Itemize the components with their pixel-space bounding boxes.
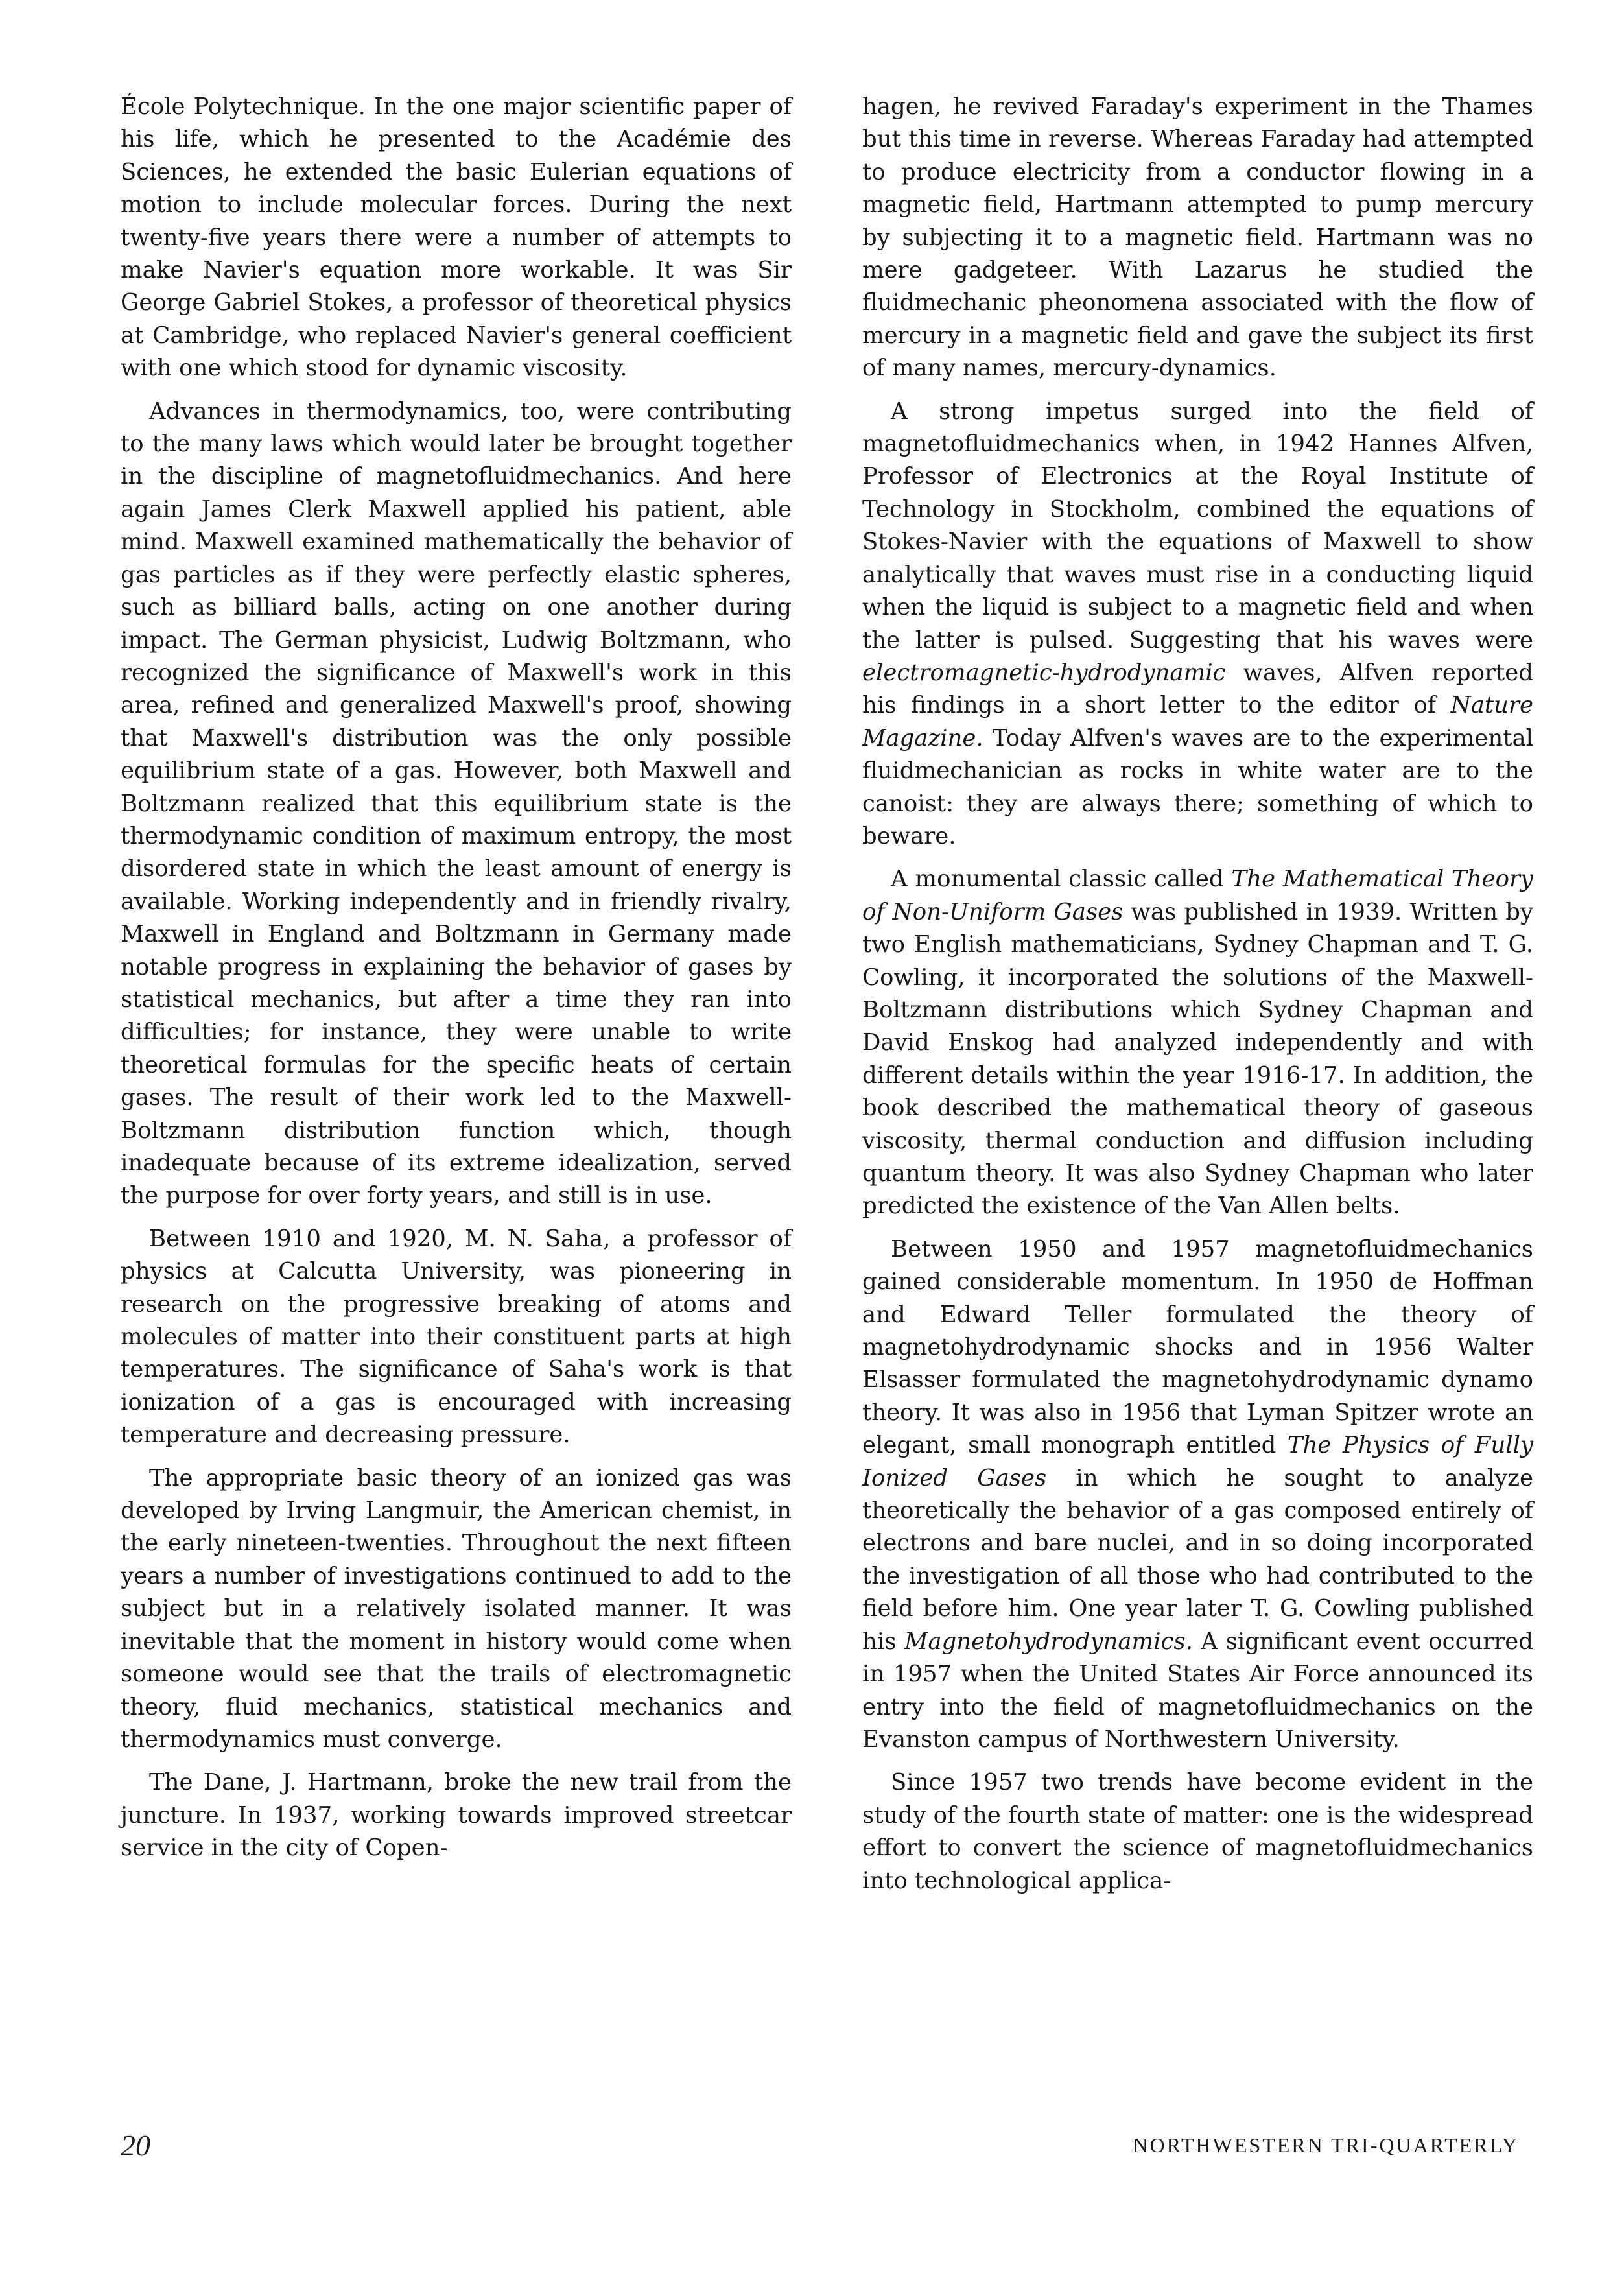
paragraph: The appropriate basic theory of an ionized gas was developed by Irving Langmuir, the American chemist, in the early nineteen-twenties. Throughout the next fifteen years a number of investigations continued to add to the subject but in a relatively isolated manner. It was inevitable that the moment in history would come when someone would see that the trails of electromagnetic theory, fluid mechanics, statistical mechanics and thermodynamics must converge. — [121, 1464, 792, 1753]
italic-term: electromagnetic-hydrodynamic — [862, 659, 1226, 686]
italic-title: Magnetohydrodynamics. — [904, 1628, 1193, 1655]
page-number: 20 — [121, 2129, 150, 2162]
paragraph: hagen, he revived Faraday's experiment in the Thames but this time in reverse. Whereas Faraday had attempted to produce electricity from a conductor flowing in a magnetic field, Hartmann attempted to pump mercury by subjecting it to a magnetic field. Hartmann was no mere gadgeteer. With Lazarus he studied the fluidmechanic pheonomena associated with the flow of mercury in a magnetic field and gave the subject its first of many names, mercury-dynamics. — [862, 93, 1533, 382]
left-column — [121, 91, 792, 1875]
italic-title: Nature Magazine. — [862, 692, 1533, 752]
running-footer-title: NORTHWESTERN TRI-QUARTERLY — [1133, 2133, 1519, 2157]
italic-title: The Physics of Fully Ionized Gases — [862, 1432, 1533, 1491]
paragraph: A monumental classic called The Mathematical Theory of Non-Uniform Gases was published in 1939. Written by two English mathematicians, Sydney Chapman and T. G. Cowling, it incorporated the solutions of the Maxwell-Boltzmann distributions which Sydney Chapman and David Enskog had analyzed independently and with different details within the year 1916-17. In addition, the book described the mathematical theory of gaseous viscosity, thermal conduction and diffusion including quantum theory. It was also Sydney Chapman who later predicted the existence of the Van Allen belts. — [862, 866, 1533, 1220]
paragraph: Advances in thermodynamics, too, were contributing to the many laws which would later be brought together in the discipline of magnetofluidmechanics. And here again James Clerk Maxwell applied his patient, able mind. Maxwell examined mathematically the behavior of gas particles as if they were perfectly elastic spheres, such as billiard balls, acting on one another during impact. The German physicist, Ludwig Boltzmann, who recognized the significance of Maxwell's work in this area, refined and generalized Maxwell's proof, showing that Maxwell's distribution was the only possible equilibrium state of a gas. However, both Maxwell and Boltzmann realized that this equilibrium state is the thermodynamic condition of maximum entropy, the most disordered state in which the least amount of energy is available. Working independently and in friendly rivalry, Maxwell in England and Boltzmann in Germany made notable progress in explaining the behavior of gases by statistical mechanics, but after a time they ran into difficulties; for instance, they were unable to write theoretical formulas for the specific heats of certain gases. The result of their work led to the Maxwell-Boltzmann distribution function which, though inadequate because of its extreme idealization, served the purpose for over forty years, and still is in use. — [121, 398, 792, 1209]
paragraph: Between 1910 and 1920, M. N. Saha, a professor of physics at Calcutta University, was pioneering in research on the progressive breaking of atoms and molecules of matter into their constituent parts at high temperatures. The significance of Saha's work is that ionization of a gas is encouraged with increasing temperature and decreasing pressure. — [121, 1225, 792, 1449]
paragraph: A strong impetus surged into the field of magnetofluidmechanics when, in 1942 Hannes Alfven, Professor of Electronics at the Royal Institute of Technology in Stockholm, combined the equations of Stokes-Navier with the equations of Maxwell to show analytically that waves must rise in a conducting liquid when the liquid is subject to a magnetic field and when the latter is pulsed. Suggesting that his waves were electromagnetic-hydrodynamic waves, Alfven reported his findings in a short letter to the editor of Nature Magazine. Today Alfven's waves are to the experimental fluidmechanician as rocks in white water are to the canoist: they are always there; something of which to beware. — [862, 398, 1533, 849]
italic-title: The Mathematical Theory of Non-Uniform Gases — [862, 866, 1533, 925]
paragraph: École Polytechnique. In the one major scientific paper of his life, which he presented to the Académie des Sciences, he extended the basic Eulerian equations of motion to include molecular forces. During the next twenty-five years there were a number of attempts to make Navier's equation more workable. It was Sir George Gabriel Stokes, a professor of theoretical physics at Cambridge, who replaced Navier's general coefficient with one which stood for dynamic viscosity. — [121, 93, 792, 382]
paragraph: Between 1950 and 1957 magnetofluidmechanics gained considerable momentum. In 1950 de Hoffman and Edward Teller formulated the theory of magnetohydrodynamic shocks and in 1956 Walter Elsasser formulated the magnetohydrodynamic dynamo theory. It was also in 1956 that Lyman Spitzer wrote an elegant, small monograph entitled The Physics of Fully Ionized Gases in which he sought to analyze theoretically the behavior of a gas composed entirely of electrons and bare nuclei, and in so doing incorporated the investigation of all those who had contributed to the field before him. One year later T. G. Cowling published his Magnetohydrodynamics. A significant event occurred in 1957 when the United States Air Force announced its entry into the field of magnetofluidmechanics on the Evanston campus of Northwestern University. — [862, 1235, 1533, 1753]
paragraph: Since 1957 two trends have become evident in the study of the fourth state of matter: one is the widespread effort to convert the science of magnetofluidmechanics into technological applica- — [862, 1769, 1533, 1894]
right-column — [862, 91, 1533, 1908]
paragraph: The Dane, J. Hartmann, broke the new trail from the juncture. In 1937, working towards improved streetcar service in the city of Copen- — [121, 1769, 792, 1862]
